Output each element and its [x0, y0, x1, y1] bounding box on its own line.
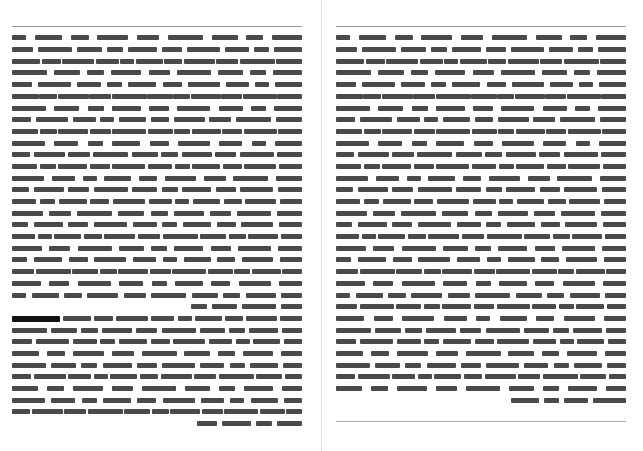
text-line: [12, 68, 302, 78]
text-line: [12, 395, 302, 405]
text-line: [336, 138, 626, 148]
text-line: [12, 278, 302, 288]
text-line: [12, 80, 302, 90]
text-line: [12, 302, 302, 312]
text-line: [336, 68, 626, 78]
right-page-body: [336, 33, 626, 405]
text-line: [336, 56, 626, 66]
text-line: [12, 372, 302, 382]
text-line: [336, 208, 626, 218]
right-page-header: [336, 10, 626, 27]
text-line: [12, 243, 302, 253]
text-line: [336, 267, 626, 277]
text-line: [336, 220, 626, 230]
text-line: [336, 314, 626, 324]
text-line: [336, 33, 626, 43]
left-page-header: [12, 10, 302, 27]
speaker-label: [12, 316, 60, 322]
text-line: [12, 349, 302, 359]
closing-question: [336, 421, 626, 436]
text-line: [336, 150, 626, 160]
text-line: [336, 197, 626, 207]
text-line: [336, 232, 626, 242]
text-line: [336, 337, 626, 347]
text-line: [12, 267, 302, 277]
text-line: [12, 91, 302, 101]
text-line: [336, 173, 626, 183]
text-line: [336, 127, 626, 137]
text-line: [336, 302, 626, 312]
text-line: [12, 220, 302, 230]
text-line: [12, 197, 302, 207]
text-line: [336, 80, 626, 90]
text-line: [12, 360, 302, 370]
text-line: [12, 384, 302, 394]
text-line: [12, 337, 302, 347]
text-line: [336, 360, 626, 370]
text-line: [12, 138, 302, 148]
text-line: [12, 185, 302, 195]
text-line: [336, 115, 626, 125]
text-line: [12, 56, 302, 66]
text-line: [336, 243, 626, 253]
text-line: [336, 290, 626, 300]
text-line: [12, 314, 302, 324]
text-line: [12, 150, 302, 160]
text-line: [12, 232, 302, 242]
left-page-body: [12, 33, 302, 428]
text-line: [336, 185, 626, 195]
text-line: [12, 290, 302, 300]
book-gutter: [321, 0, 322, 451]
text-line: [336, 91, 626, 101]
text-line: [336, 325, 626, 335]
text-line: [12, 208, 302, 218]
text-line: [12, 325, 302, 335]
text-line: [12, 127, 302, 137]
right-page: [336, 10, 626, 442]
text-line: [12, 115, 302, 125]
text-line: [336, 103, 626, 113]
text-line: [12, 173, 302, 183]
text-line: [12, 45, 302, 55]
text-line: [336, 395, 626, 405]
text-line: [12, 255, 302, 265]
text-line: [12, 162, 302, 172]
text-line: [336, 45, 626, 55]
left-page: [12, 10, 302, 442]
text-line: [336, 349, 626, 359]
text-line: [336, 255, 626, 265]
text-line: [12, 33, 302, 43]
text-line: [336, 372, 626, 382]
text-line: [336, 384, 626, 394]
text-line: [12, 419, 302, 429]
text-line: [12, 103, 302, 113]
text-line: [12, 407, 302, 417]
text-line: [336, 162, 626, 172]
text-line: [336, 278, 626, 288]
